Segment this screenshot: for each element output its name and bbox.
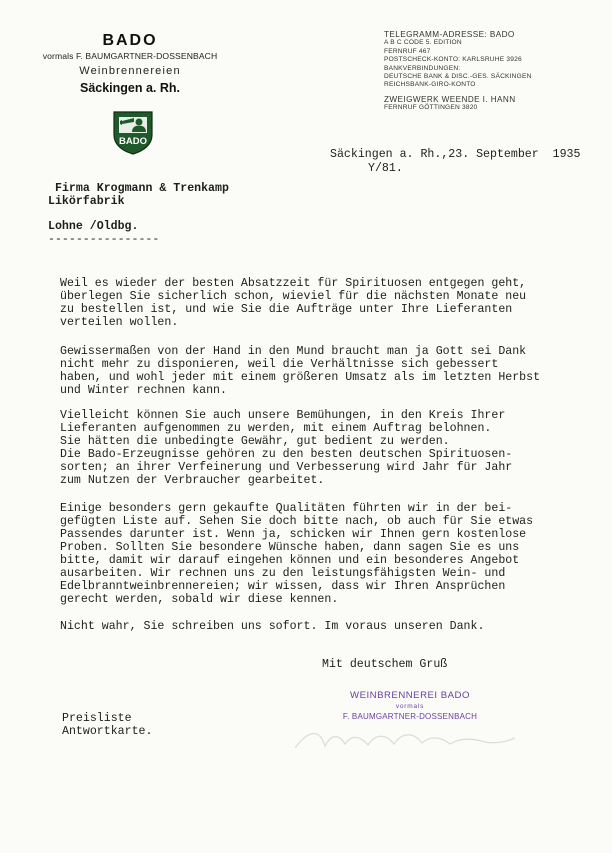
text-line: ausarbeiten. Wir rechnen uns zu den leistungsfähigsten Wein- und: [60, 567, 506, 580]
text-line: Vielleicht können Sie auch unsere Bemühungen, in den Kreis Ihrer: [60, 409, 506, 422]
info-bank-1: DEUTSCHE BANK & DISC.-GES. SÄCKINGEN: [384, 73, 532, 81]
letterhead: [20, 32, 240, 95]
paragraph-4: [60, 502, 590, 606]
text-line: überlegen Sie sicherlich schon, wieviel für die nächsten Monate neu: [60, 290, 527, 303]
info-code: A B C CODE 5. EDITION: [384, 39, 462, 47]
bado-logo: [110, 109, 156, 155]
enclosure-2: Antwortkarte.: [62, 725, 153, 738]
sender-info: [384, 31, 594, 113]
text-line: und Winter rechnen kann.: [60, 384, 227, 397]
text-line: Einige besonders gern gekaufte Qualitäten führten wir in der bei-: [60, 502, 513, 515]
shield-logo-icon: [110, 109, 156, 155]
info-phone: FERNRUF 467: [384, 47, 431, 55]
stamp-line-1: WEINBRENNEREI BADO: [350, 690, 470, 701]
text-line: gerecht werden, sobald wir diese kennen.: [60, 593, 339, 606]
info-branch: ZWEIGWERK WEENDE I. HANN: [384, 94, 516, 104]
company-stamp: [330, 690, 490, 721]
brand-name: BADO: [102, 32, 158, 49]
text-line: Edelbranntweinbrennereien; wir wissen, dass wir Ihren Ansprüchen: [60, 580, 506, 593]
text-line: Sie hätten die unbedingte Gewähr, gut bedient zu werden.: [60, 435, 450, 448]
info-branch-phone: FERNRUF GÖTTINGEN 3820: [384, 104, 478, 112]
recipient-underline: ----------------: [48, 233, 160, 246]
text-line: Nicht wahr, Sie schreiben uns sofort. Im voraus unseren Dank.: [60, 620, 485, 633]
text-line: sorten; an ihrer Verfeinerung und Verbesserung wird Jahr für Jahr: [60, 461, 513, 474]
text-line: zum Nutzen der Verbraucher gearbeitet.: [60, 474, 325, 487]
reference-code: Y/81.: [368, 162, 403, 175]
paragraph-5: [60, 620, 590, 633]
info-postal-account: POSTSCHECK-KONTO: KARLSRUHE 3926: [384, 56, 522, 64]
text-line: zu bestellen ist, und wie Sie die Aufträge unter Ihre Lieferanten: [60, 303, 513, 316]
text-line: Weil es wieder der besten Absatzzeit für Spirituosen entgegen geht,: [60, 277, 527, 290]
text-line: bitte, damit wir darauf eingehen können und ein besonderes Angebot: [60, 554, 520, 567]
signature-mark: [290, 718, 520, 758]
enclosure-1: Preisliste: [62, 712, 132, 725]
paragraph-2: [60, 345, 590, 397]
text-line: Proben. Sollten Sie besondere Wünsche haben, dann sagen Sie es uns: [60, 541, 520, 554]
date-line: Säckingen a. Rh.,23. September 1935: [330, 148, 581, 161]
text-line: nicht mehr zu disponieren, weil die Verhältnisse sich gebessert: [60, 358, 499, 371]
logo-wordmark: BADO: [119, 136, 147, 147]
text-line: Gewissermaßen von der Hand in den Mund braucht man ja Gott sei Dank: [60, 345, 527, 358]
text-line: gefügten Liste auf. Sehen Sie doch bitte nach, ob auch für Sie etwas: [60, 515, 534, 528]
business-type: Weinbrennereien: [79, 65, 181, 77]
text-line: Lieferanten aufgenommen zu werden, mit einem Auftrag belohnen.: [60, 422, 492, 435]
stamp-line-2: vormals: [395, 703, 425, 710]
recipient-business: Likörfabrik: [48, 195, 125, 208]
info-telegram: TELEGRAMM-ADRESSE: BADO: [384, 30, 515, 39]
text-line: Passendes darunter ist. Wenn ja, schicken wir Ihnen gern kostenlose: [60, 528, 527, 541]
info-bank-2: REICHSBANK-GIRO-KONTO: [384, 81, 476, 89]
paragraph-3: [60, 409, 590, 487]
stamp-line-3: F. BAUMGARTNER-DOSSENBACH: [342, 712, 478, 721]
text-line: Die Bado-Erzeugnisse gehören zu den besten deutschen Spirituosen-: [60, 448, 513, 461]
recipient-place: Lohne /Oldbg.: [48, 220, 139, 233]
text-line: haben, und wohl jeder mit einem größeren Umsatz als im letzten Herbst: [60, 371, 541, 384]
text-line: verteilen wollen.: [60, 316, 179, 329]
city-line: Säckingen a. Rh.: [79, 81, 181, 95]
paragraph-1: [60, 277, 590, 329]
info-bank-heading: BANKVERBINDUNGEN:: [384, 64, 461, 72]
recipient-company: Firma Krogmann & Trenkamp: [55, 182, 229, 195]
formerly-line: vormals F. BAUMGARTNER-DOSSENBACH: [42, 51, 218, 61]
closing-greeting: Mit deutschem Gruß: [322, 658, 448, 671]
